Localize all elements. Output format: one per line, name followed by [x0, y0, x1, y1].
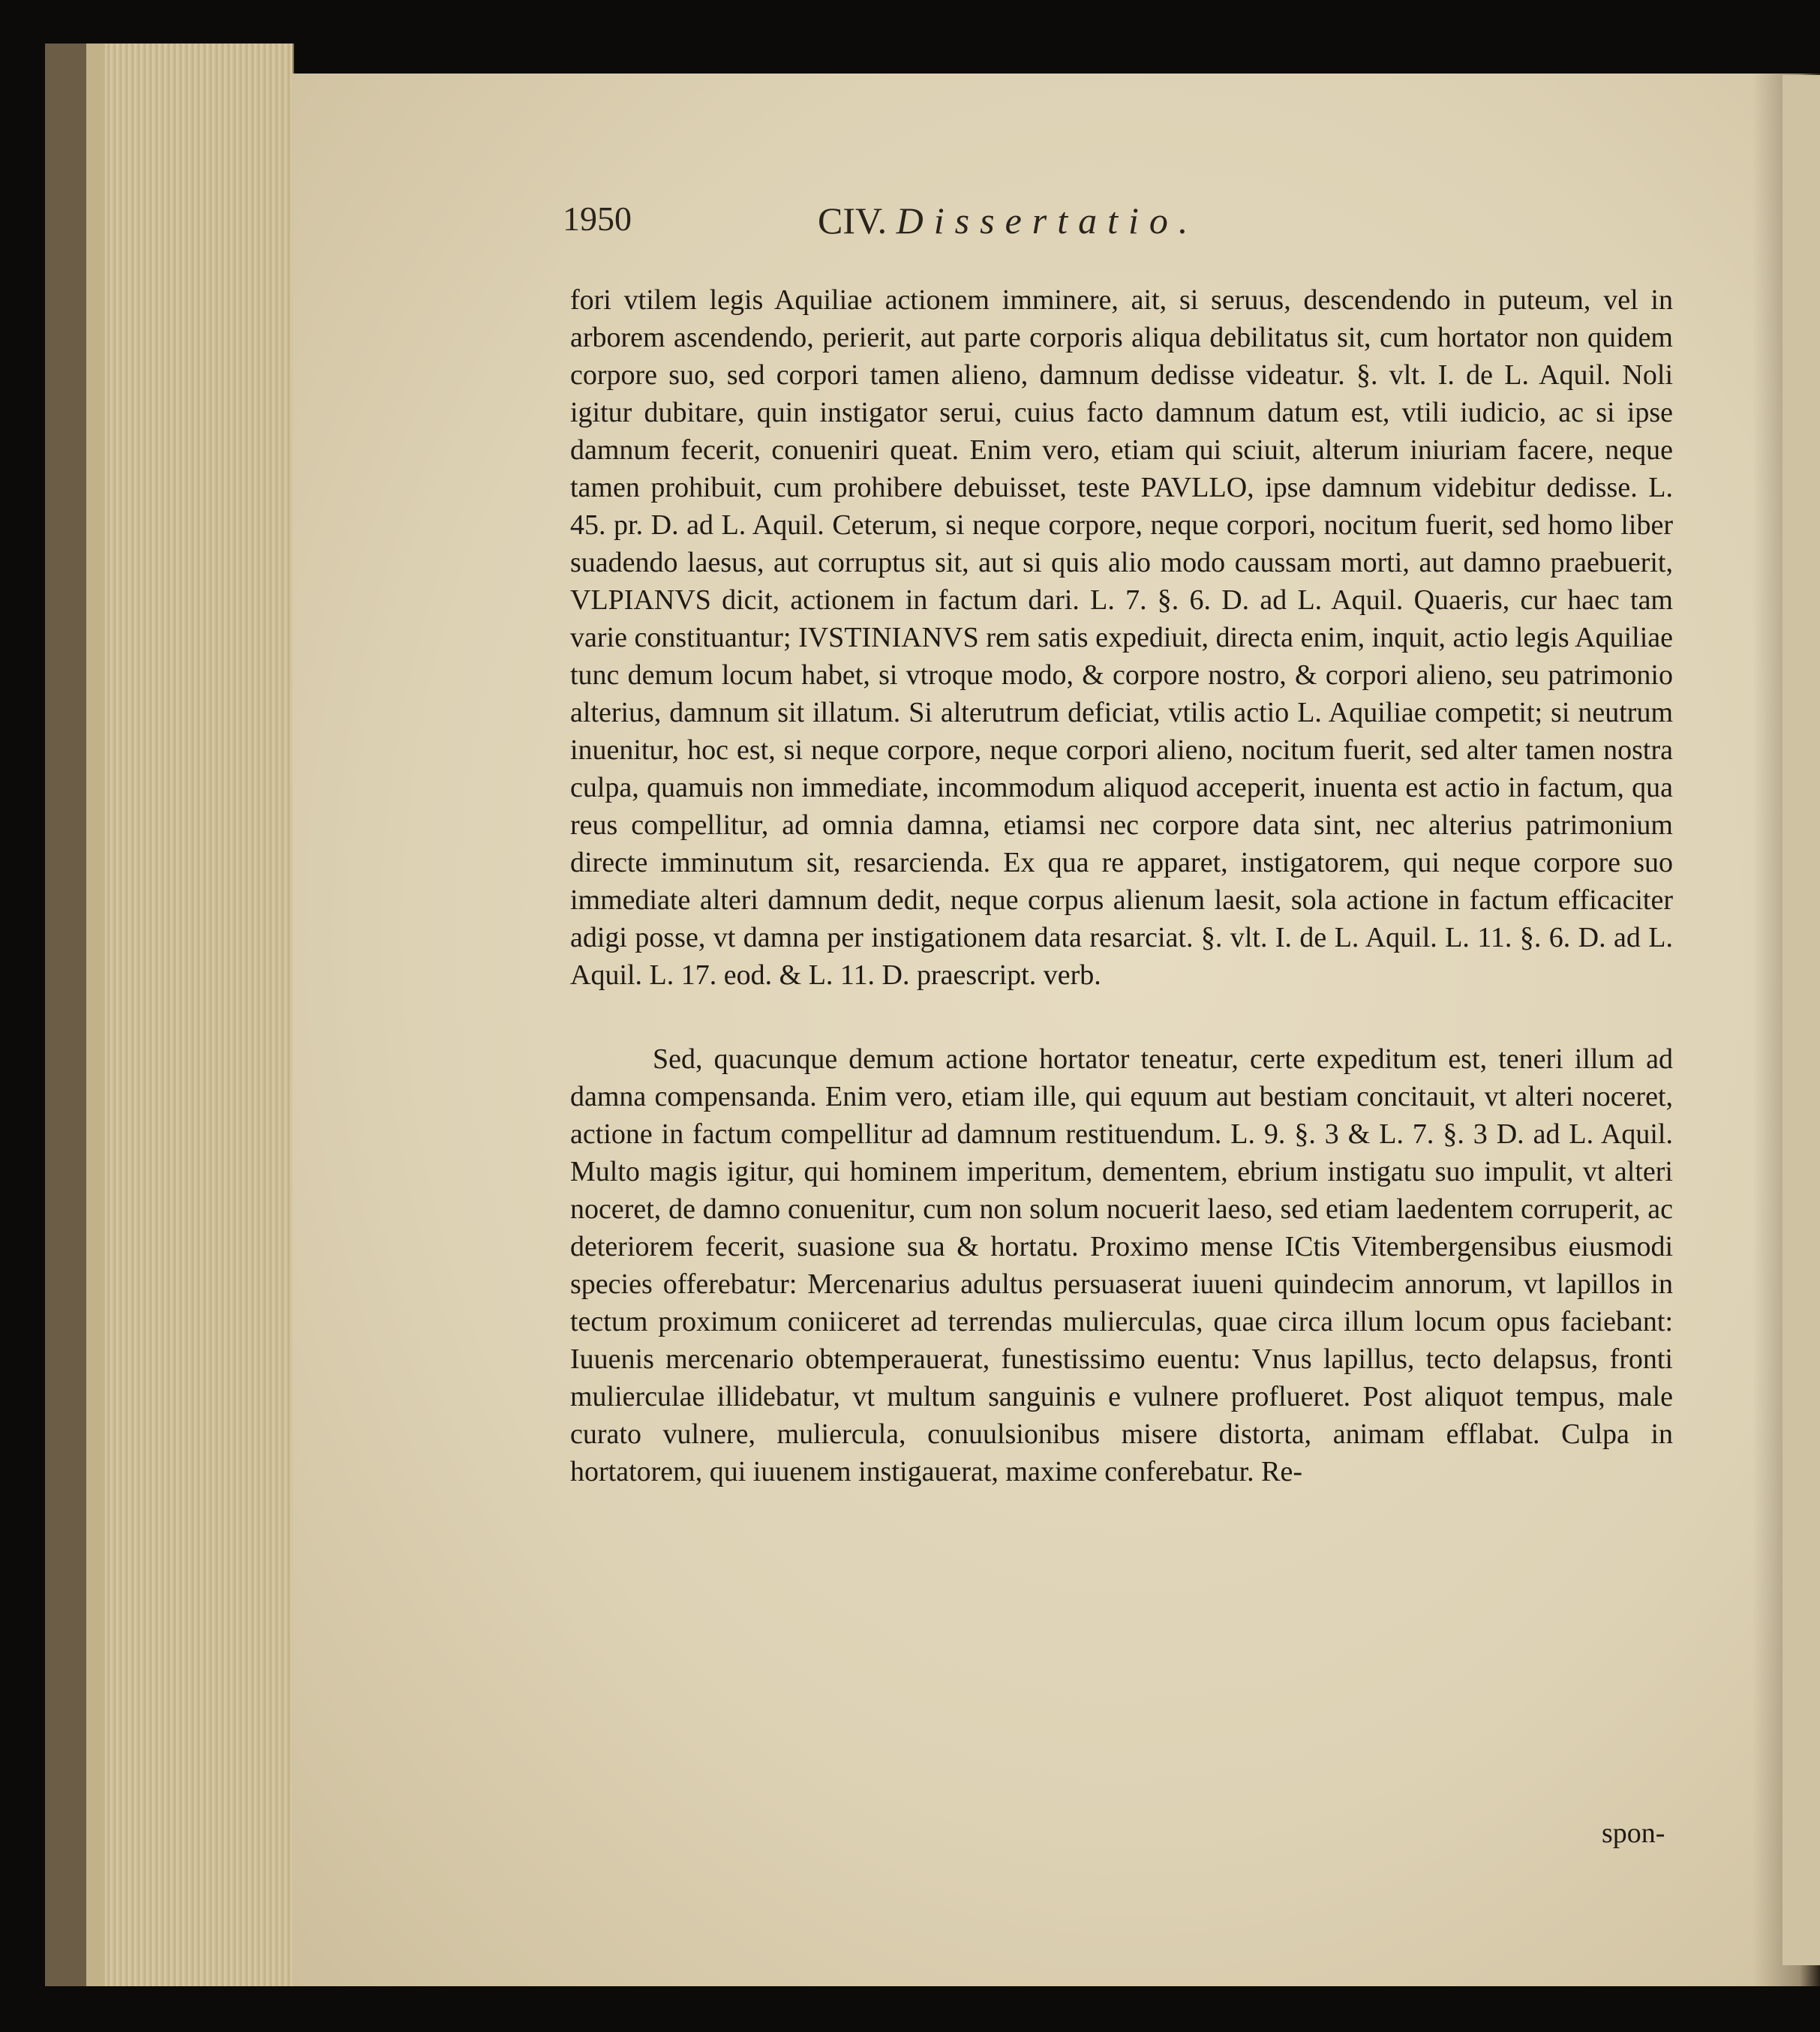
book-spine-edge [45, 44, 86, 1986]
book-spine-inner [86, 44, 105, 1986]
facing-page-edge [1782, 75, 1820, 1965]
catchword: spon- [1602, 1817, 1665, 1849]
running-head [818, 199, 1198, 242]
page-number: 1950 [563, 200, 632, 238]
running-head-roman: CIV. [818, 200, 887, 242]
paragraph-2: Sed, quacunque demum actione hortator teneatur, certe expeditum est, teneri illum ad damna compensanda. Enim vero, etiam ille, qui equum aut bestiam concitauit, vt alteri noceret, actione in factum compellitur ad damnum restituendum. L. 9. §. 3 & L. 7. §. 3 D. ad L. Aquil. Multo magis igitur, qui hominem imperitum, dementem, ebrium instigatu suo impulit, vt alteri noceret, de damno conuenitur, cum non solum nocuerit laeso, sed etiam laedentem corruperit, ac deteriorem fecerit, suasione sua & hortatu. Proximo mense ICtis Vitembergensibus eiusmodi species offerebatur: Mercenarius adultus persuaserat iuueni quindecim annorum, vt lapillos in tectum proximum coniiceret ad terrendas mulierculas, quae circa illum locum opus faciebant: Iuuenis mercenario obtemperauerat, funestissimo euentu: Vnus lapillus, tecto delapsus, fronti mulierculae illidebatur, vt multum sanguinis e vulnere proflueret. Post aliquot tempus, male curato vulnere, muliercula, conuulsionibus misere distorta, animam efflabat. Culpa in hortatorem, qui iuuenem instigauerat, maxime conferebatur. Re- [570, 1043, 1673, 1487]
page-header [0, 199, 1820, 259]
body-text [570, 281, 1673, 1490]
page-edges [45, 44, 294, 1986]
running-head-title: Dissertatio. [896, 200, 1199, 242]
paragraph-1: fori vtilem legis Aquiliae actionem imminere, ait, si seruus, descendendo in puteum, vel in arborem ascendendo, perierit, aut parte corporis aliqua debilitatus sit, cum hortator non quidem corpore suo, sed corpori tamen alieno, damnum dedisse videatur. §. vlt. I. de L. Aquil. Noli igitur dubitare, quin instigator serui, cuius facto damnum datum est, vtili iudicio, ac si ipse damnum fecerit, conueniri queat. Enim vero, etiam qui sciuit, alterum iniuriam facere, neque tamen prohibuit, cum prohibere debuisset, teste PAVLLO, ipse damnum videbitur dedisse. L. 45. pr. D. ad L. Aquil. Ceterum, si neque corpore, neque corpori, nocitum fuerit, sed homo liber suadendo laesus, aut corruptus sit, aut si quis alio modo caussam morti, aut damno praebuerit, VLPIANVS dicit, actionem in factum dari. L. 7. §. 6. D. ad L. Aquil. Quaeris, cur haec tam varie constituantur; IVSTINIANVS rem satis expediuit, directa enim, inquit, actio legis Aquiliae tunc demum locum habet, si vtroque modo, & corpore nostro, & corpori alieno, seu patrimonio alterius, damnum sit illatum. Si alterutrum deficiat, vtilis actio L. Aquiliae competit; si neutrum inuenitur, hoc est, si neque corpore, neque corpori alieno, nocitum fuerit, sed alter tamen nostra culpa, quamuis non immediate, incommodum aliquod acceperit, inuenta est actio in factum, qua reus compellitur, ad omnia damna, etiamsi nec corpore data sint, nec alterius patrimonium directe imminutum sit, resarcienda. Ex qua re apparet, instigatorem, qui neque corpore suo immediate alteri damnum dedit, neque corpus alienum laesit, sola actione in factum efficaciter adigi posse, vt damna per instigationem data resarciat. §. vlt. I. de L. Aquil. L. 11. §. 6. D. ad L. Aquil. L. 17. eod. & L. 11. D. praescript. verb. [570, 284, 1673, 991]
